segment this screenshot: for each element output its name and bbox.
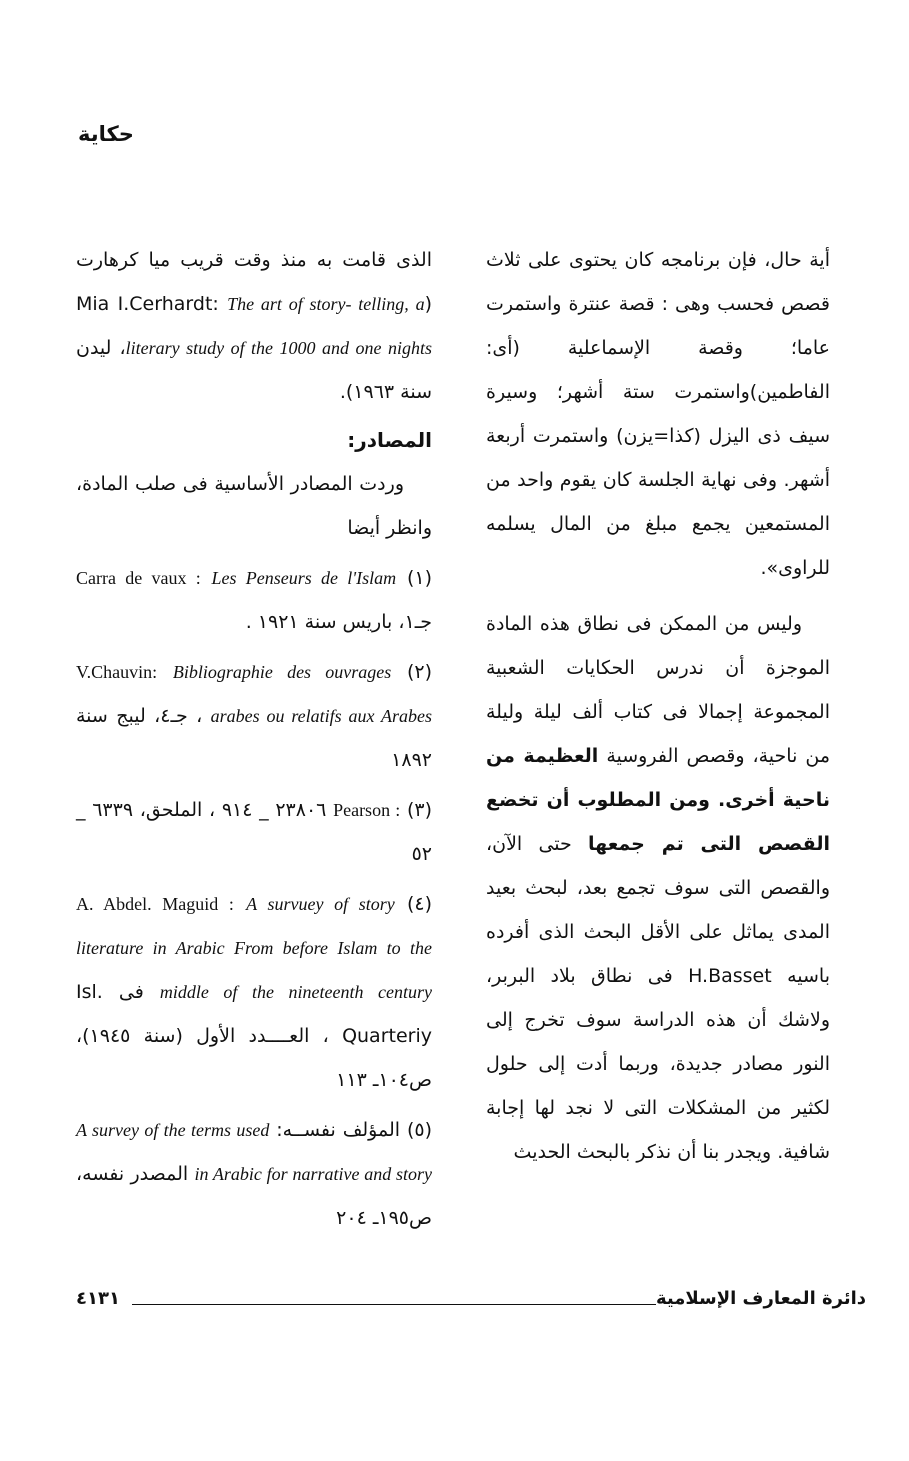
reference-number: (٢): [406, 661, 432, 683]
reference-title: A survuey of story literature in Arabic From before Islam to the middle of the nineteenth century: [76, 894, 432, 1002]
paragraph-1: أية حال، فإن برنامجه كان يحتوى على ثلاث قصص فحسب وهى : قصة عنترة واستمرت عاما؛ وقصة الإسماعلية (أى: الفاطمين)واستمرت ستة أشهر؛ وسيرة سيف ذى اليزل (كذا=يزن) واستمرت أربعة أشهر. وفى نهاية الجلسة كان يقوم واحد من المستمعين يجمع مبلغ من المال يسلمه للراوى».: [486, 249, 830, 579]
reference-title: Bibliographie des ouvrages arabes ou relatifs aux Arabes: [172, 662, 432, 726]
reference-details: ، جـ٤، ليبج سنة ١٨٩٢: [76, 705, 432, 771]
reference-5: [76, 1108, 432, 1240]
reference-1: [76, 556, 432, 644]
reference-title: A survey of the terms used in Arabic for narrative and story: [76, 1120, 432, 1184]
continued-end: ، ليدن سنة ١٩٦٣).: [76, 337, 432, 403]
paragraph-2-bold: العظيمة من ناحية أخرى. ومن المطلوب أن تخضع القصص التى تم جمعها: [486, 745, 830, 855]
reference-author: Carra de vaux :: [76, 568, 201, 588]
reference-number: (٣): [406, 799, 432, 821]
reference-details: ٢٣٨٠٦ _ ٩١٤ ، الملحق، ٦٣٣٩ _ ٥٢: [76, 799, 432, 865]
reference-4: [76, 882, 432, 1102]
reference-author: المؤلف نفســه:: [276, 1119, 401, 1141]
reference-number: (١): [406, 567, 432, 589]
reference-details: فى Isl. Quarteriy ، العــــدد الأول (سنة ١٩٤٥)، ص١٠٤ـ ١١٣: [76, 981, 432, 1091]
reference-details: المصدر نفسه، ص١٩٥ـ ٢٠٤: [76, 1163, 432, 1229]
reference-title: Les Penseurs de l'Islam: [211, 568, 397, 588]
continued-paragraph: [76, 238, 432, 414]
right-column: [486, 238, 830, 1174]
continued-latin-title: The art of story- telling, a literary study of the 1000 and one nights: [125, 294, 432, 358]
footer-rule: [132, 1304, 656, 1305]
sources-heading: المصادر:: [347, 428, 432, 452]
reference-number: (٥): [406, 1119, 432, 1141]
reference-author: Pearson :: [333, 800, 401, 820]
sources-intro: وردت المصادر الأساسية فى صلب المادة، وانظر أيضا: [76, 473, 432, 539]
paragraph-2-start: وليس من الممكن فى نطاق هذه المادة الموجزة أن ندرس الحكايات الشعبية المجموعة إجمالا فى كتاب ألف ليلة وليلة من ناحية، وقصص الفروسية: [486, 613, 830, 767]
reference-number: (٤): [406, 893, 432, 915]
continued-arabic: الذى قامت به منذ وقت قريب ميا كرهارت (Mia I.Cerhardt:: [76, 249, 433, 315]
reference-author: V.Chauvin:: [76, 662, 158, 682]
paragraph-2-end: حتى الآن، والقصص التى سوف تجمع بعد، لبحث بعيد المدى يماثل على الأقل البحث الذى أفرده باسيه H.Basset فى نطاق بلاد البربر، ولاشك أن هذه الدراسة سوف تخرج إلى النور مصادر جديدة، وربما أدت إلى حلول لكثير من المشكلات التى لا نجد لها إجابة شافية. ويجدر بنا أن نذكر بالبحث الحديث: [486, 833, 830, 1163]
journal-title: دائرة المعارف الإسلامية: [655, 1288, 866, 1309]
reference-3: [76, 788, 432, 876]
running-header: حكاية: [78, 122, 134, 146]
left-column: [76, 238, 432, 1240]
reference-details: جـ١، باريس سنة ١٩٢١ .: [245, 611, 432, 633]
paragraph-2: [486, 602, 830, 1174]
reference-2: [76, 650, 432, 782]
page-number: ٤١٣١: [76, 1288, 120, 1309]
reference-author: A. Abdel. Maguid :: [76, 894, 234, 914]
page-footer: [76, 1288, 866, 1318]
